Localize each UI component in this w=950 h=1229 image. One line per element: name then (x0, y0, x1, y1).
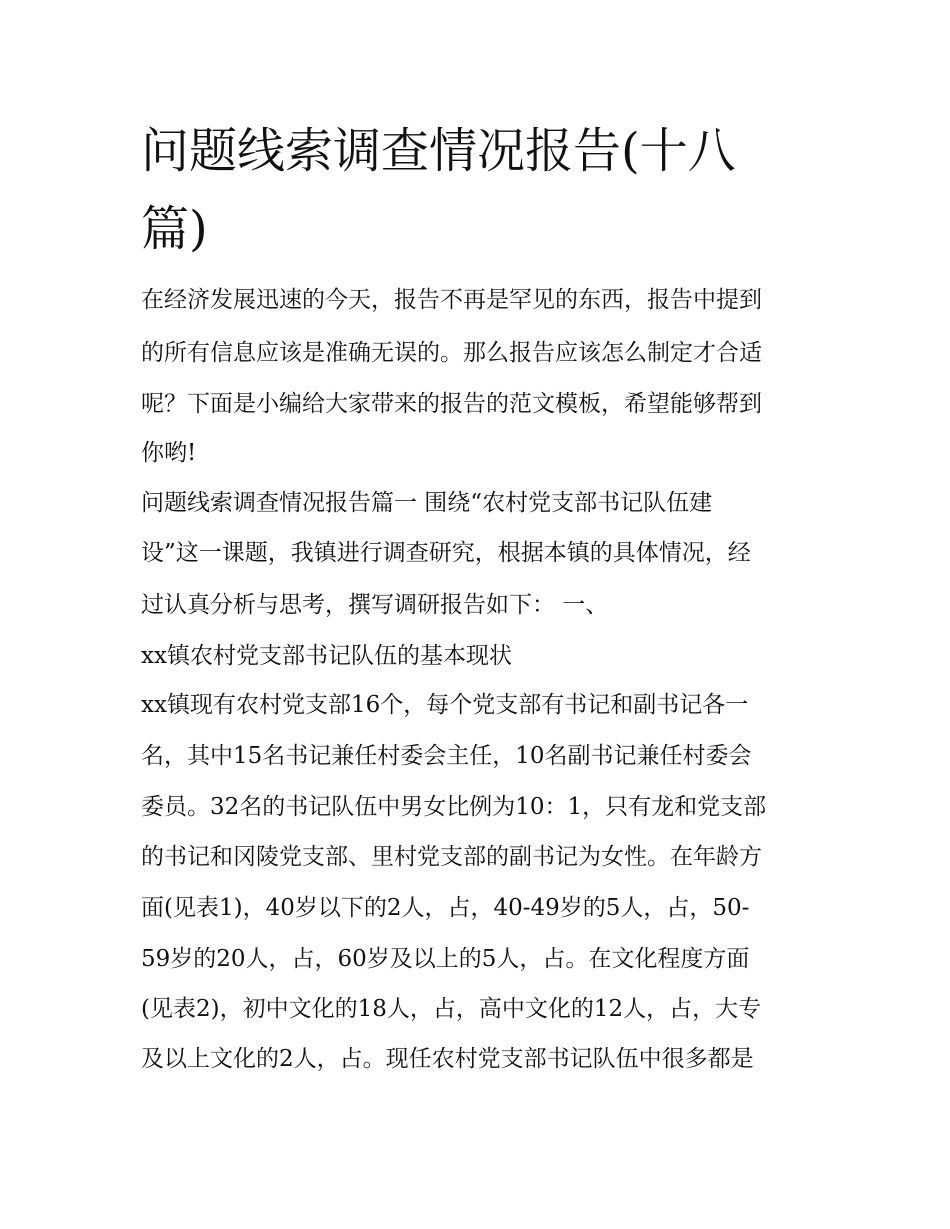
intro-line: 你哟! (141, 440, 197, 466)
body-line: xx镇现有农村党支部16个，每个党支部有书记和副书记各一 (141, 692, 749, 718)
body-line: 设”这一课题，我镇进行调查研究，根据本镇的具体情况，经 (141, 540, 751, 566)
body-line: 委员。32名的书记队伍中男女比例为10：1，只有龙和党支部 (141, 794, 767, 820)
title-line-1: 问题线索调查情况报告(十八 (141, 123, 736, 179)
body-line: (见表2)，初中文化的18人，占，高中文化的12人，占，大专 (141, 996, 762, 1022)
body-line: 及以上文化的2人，占。现任农村党支部书记队伍中很多都是 (141, 1046, 754, 1072)
body-line: 名，其中15名书记兼任村委会主任，10名副书记兼任村委会 (141, 743, 752, 769)
intro-line: 在经济发展迅速的今天，报告不再是罕见的东西，报告中提到 (141, 287, 762, 313)
body-line: 的书记和冈陵党支部、里村党支部的副书记为女性。在年龄方 (141, 844, 762, 870)
section-heading-line: 问题线索调查情况报告篇一 围绕“农村党支部书记队伍建 (141, 490, 713, 516)
intro-line: 的所有信息应该是准确无误的。那么报告应该怎么制定才合适 (141, 340, 762, 366)
intro-line: 呢？下面是小编给大家带来的报告的范文模板，希望能够帮到 (141, 391, 762, 417)
body-line: 面(见表1)，40岁以下的2人，占，40-49岁的5人，占，50- (141, 895, 750, 921)
document-title (141, 112, 821, 268)
body-line: 59岁的20人，占，60岁及以上的5人，占。在文化程度方面 (141, 946, 750, 972)
subsection-heading: xx镇农村党支部书记队伍的基本现状 (141, 643, 512, 669)
body-line: 过认真分析与思考，撰写调研报告如下： 一、 (141, 592, 609, 618)
title-line-2: 篇) (141, 201, 208, 257)
